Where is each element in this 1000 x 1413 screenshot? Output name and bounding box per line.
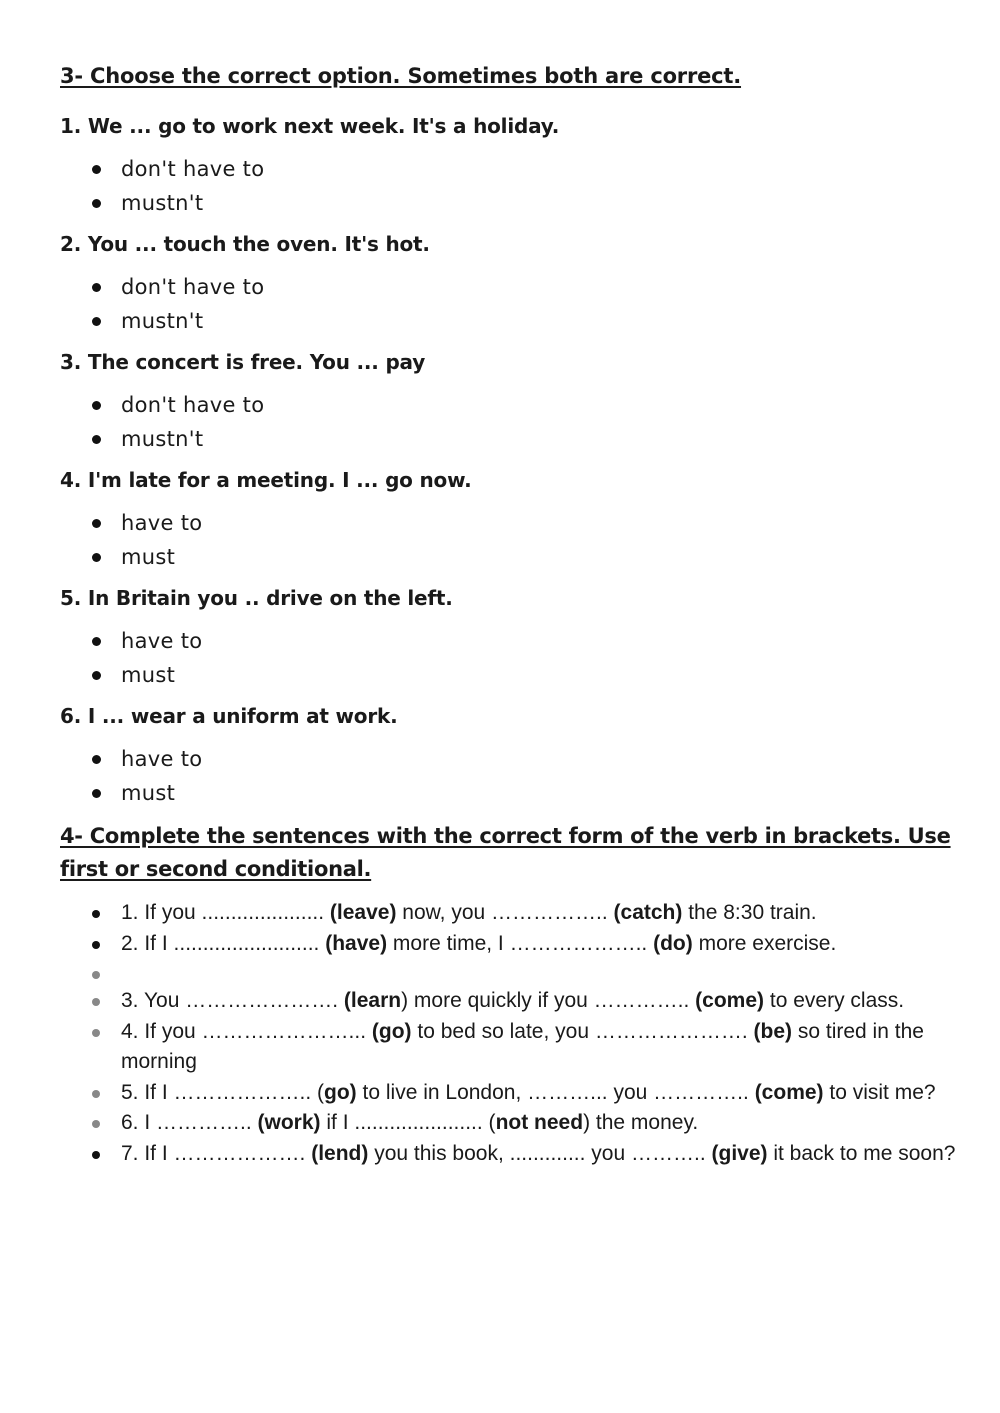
verb-hint: (come) xyxy=(695,989,765,1012)
section-4-title: 4- Complete the sentences with the correct form of the verb in brackets. Use first or second conditional. xyxy=(60,824,951,881)
sentence-text: 6. I ………….. xyxy=(121,1111,258,1134)
question-block xyxy=(60,230,960,338)
question-text: 4. I'm late for a meeting. I ... go now. xyxy=(60,468,472,492)
section-3-questions xyxy=(60,112,960,810)
verb-hint: (go) xyxy=(371,1019,412,1043)
bullet-icon xyxy=(92,165,101,174)
sentence-text: to bed so late, you …………………. xyxy=(411,1019,754,1043)
option-item[interactable] xyxy=(60,624,960,658)
bullet-icon xyxy=(92,435,101,444)
bullet-icon xyxy=(92,910,100,918)
sentence-text: the 8:30 train. xyxy=(682,901,817,924)
sentence-item xyxy=(60,959,960,986)
section-3-title: 3- Choose the correct option. Sometimes both are correct. xyxy=(60,64,742,88)
option-item[interactable] xyxy=(60,304,960,338)
question-block xyxy=(60,112,960,220)
sentence-text: so tired in the morning xyxy=(121,1019,924,1073)
question-block xyxy=(60,584,960,692)
option-label: don't have to xyxy=(121,275,265,299)
bullet-icon xyxy=(92,998,100,1006)
option-list xyxy=(60,506,960,574)
option-item[interactable] xyxy=(60,186,960,220)
verb-hint: not need xyxy=(495,1111,584,1134)
option-item[interactable] xyxy=(60,658,960,692)
sentence-text: more time, I ……………….. xyxy=(387,931,654,955)
verb-hint: (come) xyxy=(754,1080,824,1104)
option-label: don't have to xyxy=(121,393,265,417)
bullet-icon xyxy=(92,637,101,646)
option-item[interactable] xyxy=(60,776,960,810)
option-item[interactable] xyxy=(60,742,960,776)
sentence-item xyxy=(60,1139,960,1170)
sentence-item xyxy=(60,929,960,960)
sentence-text: it back to me soon? xyxy=(767,1141,956,1165)
option-label: don't have to xyxy=(121,157,265,181)
sentence-item xyxy=(60,1078,960,1109)
option-item[interactable] xyxy=(60,388,960,422)
option-label: have to xyxy=(121,511,203,535)
option-label: must xyxy=(121,781,176,805)
option-list xyxy=(60,624,960,692)
sentence-text: now, you …………….. xyxy=(396,901,614,924)
sentence-item xyxy=(60,1017,960,1078)
option-label: must xyxy=(121,663,176,687)
option-label: have to xyxy=(121,747,203,771)
verb-hint: (work) xyxy=(257,1111,321,1134)
option-list xyxy=(60,388,960,456)
sentence-item xyxy=(60,898,960,929)
verb-hint: (catch) xyxy=(613,901,683,924)
verb-hint: (lend) xyxy=(311,1141,369,1165)
option-list xyxy=(60,152,960,220)
sentence-text: ) more quickly if you ………….. xyxy=(401,989,696,1012)
sentence-item xyxy=(60,986,960,1017)
bullet-icon xyxy=(92,789,101,798)
sentence-text: 2. If I ......................... xyxy=(121,931,326,955)
sentence-text: 1. If you ..................... xyxy=(121,901,330,924)
verb-hint: go) xyxy=(324,1080,357,1104)
bullet-icon xyxy=(92,283,101,292)
option-item[interactable] xyxy=(60,152,960,186)
sentence-text: to every class. xyxy=(764,989,905,1012)
option-item[interactable] xyxy=(60,270,960,304)
sentence-text: more exercise. xyxy=(692,931,837,955)
option-label: mustn't xyxy=(121,309,204,333)
bullet-icon xyxy=(92,1120,100,1128)
option-list xyxy=(60,270,960,338)
option-label: mustn't xyxy=(121,427,204,451)
bullet-icon xyxy=(92,941,100,949)
sentence-text: to live in London, ………... you ………….. xyxy=(356,1080,755,1104)
bullet-icon xyxy=(92,755,101,764)
option-item[interactable] xyxy=(60,506,960,540)
bullet-icon xyxy=(92,519,101,528)
option-list xyxy=(60,742,960,810)
bullet-icon xyxy=(92,971,100,979)
option-item[interactable] xyxy=(60,422,960,456)
verb-hint: (give) xyxy=(711,1141,768,1165)
worksheet-page xyxy=(60,60,960,1169)
question-text: 6. I ... wear a uniform at work. xyxy=(60,704,398,728)
bullet-icon xyxy=(92,1029,100,1037)
question-block xyxy=(60,466,960,574)
bullet-icon xyxy=(92,1151,100,1159)
verb-hint: (be) xyxy=(753,1019,793,1043)
question-text: 1. We ... go to work next week. It's a holiday. xyxy=(60,114,560,138)
option-label: have to xyxy=(121,629,203,653)
question-text: 3. The concert is free. You ... pay xyxy=(60,350,426,374)
bullet-icon xyxy=(92,317,101,326)
option-label: must xyxy=(121,545,176,569)
sentence-text: 7. If I ………………. xyxy=(121,1141,312,1165)
sentence-text: 5. If I ……………….. ( xyxy=(121,1080,325,1104)
sentence-text: to visit me? xyxy=(823,1080,936,1104)
bullet-icon xyxy=(92,1090,100,1098)
sentence-text: if I ...................... ( xyxy=(320,1111,496,1134)
bullet-icon xyxy=(92,553,101,562)
verb-hint: (leave) xyxy=(329,901,397,924)
sentence-text: you this book, ............. you ……….. xyxy=(368,1141,712,1165)
option-item[interactable] xyxy=(60,540,960,574)
sentence-text: 3. You …………………. xyxy=(121,989,344,1012)
question-text: 5. In Britain you .. drive on the left. xyxy=(60,586,453,610)
sentence-text: ) the money. xyxy=(583,1111,699,1134)
option-label: mustn't xyxy=(121,191,204,215)
verb-hint: (do) xyxy=(653,931,693,955)
section-4 xyxy=(60,820,960,1169)
bullet-icon xyxy=(92,199,101,208)
bullet-icon xyxy=(92,401,101,410)
verb-hint: (have) xyxy=(325,931,388,955)
bullet-icon xyxy=(92,671,101,680)
section-4-sentences xyxy=(60,898,960,1169)
verb-hint: (learn xyxy=(343,989,402,1012)
question-text: 2. You ... touch the oven. It's hot. xyxy=(60,232,430,256)
sentence-text: 4. If you …………………... xyxy=(121,1019,372,1043)
sentence-item xyxy=(60,1108,960,1139)
question-block xyxy=(60,702,960,810)
question-block xyxy=(60,348,960,456)
